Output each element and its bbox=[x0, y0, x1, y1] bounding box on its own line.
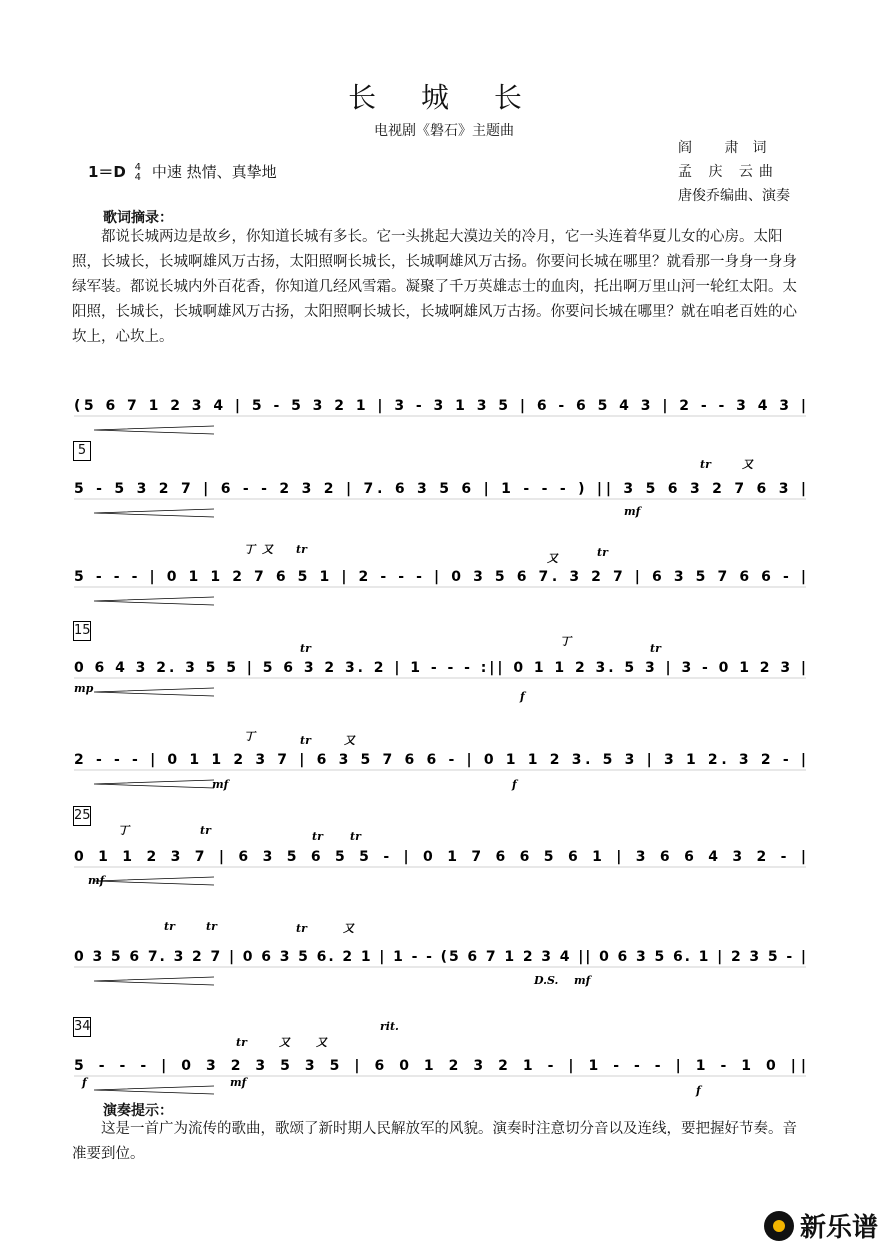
mark-mp-8: mp bbox=[74, 682, 94, 695]
mark-you-1: 又 bbox=[742, 458, 753, 471]
mark-f-10: f bbox=[520, 690, 525, 703]
watermark-logo bbox=[764, 1207, 878, 1244]
mark-mf-33: mf bbox=[230, 1076, 247, 1089]
score-system-7: 0 3 5 6 7. 3 2 7 | 0 6 3 5 6. 2 1 | 1 - - (5 6 7 1 2 3 4 || 0 6 3 5 6. 1 | 2 3 5 - | bbox=[74, 949, 806, 965]
score-system-6: 0 1 1 2 3 7 | 6 3 5 6 5 5 - | 0 1 7 6 6 5 6 1 | 3 6 6 4 3 2 - | bbox=[74, 849, 806, 865]
tips-heading: 演奏提示： bbox=[103, 1103, 173, 1119]
score-system-8: 5 - - - | 0 3 2 3 5 3 5 | 6 0 1 2 3 2 1 - | 1 - - - | 1 - 1 0 || bbox=[74, 1058, 806, 1074]
tempo: 中速 热情、真挚地 bbox=[151, 163, 277, 181]
bar-number-5: 5 bbox=[73, 441, 91, 461]
bar-number-34: 34 bbox=[73, 1017, 91, 1037]
key: 1＝D bbox=[88, 163, 126, 181]
mark-you-6: 又 bbox=[547, 552, 558, 565]
mark-tr-0: tr bbox=[700, 458, 711, 471]
mark-tr-7: tr bbox=[597, 546, 608, 559]
hairpin-1 bbox=[94, 426, 214, 434]
mark-tr-25: tr bbox=[296, 922, 307, 935]
mark-mf-28: mf bbox=[574, 974, 591, 987]
mark-you-31: 又 bbox=[279, 1036, 290, 1049]
page-title: 长 城 长 bbox=[348, 81, 540, 114]
score-system-5: 2 - - - | 0 1 1 2 3 7 | 6 3 5 7 6 6 - | 0 1 1 2 3. 5 3 | 3 1 2. 3 2 - | bbox=[74, 752, 806, 768]
mark-tr-30: tr bbox=[236, 1036, 247, 1049]
mark-ds-27: D.S. bbox=[534, 974, 559, 987]
lyrics-body: 都说长城两边是故乡，你知道长城有多长。它一头挑起大漠边关的冷月，它一头连着华夏儿女的心房。太阳照，长城长，长城啊雄风万古扬，太阳照啊长城长，长城啊雄风万古扬。你要问长城在哪里？就看那一身身一身身绿军装。都说长城内外百花香，你知道几经风雪霜。凝聚了千万英雄志士的血肉，托出啊万里山河一轮红太阳。太阳照，长城长，长城啊雄风万古扬，太阳照啊长城长，长城啊雄风万古扬。你要问长城在哪里？就在咱老百姓的心坎上，心坎上。 bbox=[72, 229, 797, 345]
mark-tr-5: tr bbox=[296, 543, 307, 556]
mark-tr-9: tr bbox=[300, 642, 311, 655]
mark-you-26: 又 bbox=[343, 922, 354, 935]
mark-ding-18: 丁 bbox=[118, 824, 129, 837]
tips-body: 这是一首广为流传的歌曲，歌颂了新时期人民解放军的风貌。演奏时注意切分音以及连线，要把握好节奏。音准要到位。 bbox=[72, 1121, 797, 1162]
logo-text: 新乐谱 bbox=[799, 1213, 878, 1243]
mark-f-35: f bbox=[696, 1084, 701, 1097]
mark-you-15: 又 bbox=[344, 734, 355, 747]
page-subtitle: 电视剧《磐石》主题曲 bbox=[374, 123, 514, 139]
mark-mf-2: mf bbox=[624, 505, 641, 518]
mark-tr-21: tr bbox=[312, 830, 323, 843]
mark-tr-14: tr bbox=[300, 734, 311, 747]
mark-f-17: f bbox=[512, 778, 517, 791]
mark-you-32: 又 bbox=[316, 1036, 327, 1049]
time-den: 4 bbox=[134, 171, 142, 183]
lyrics-heading: 歌词摘录： bbox=[103, 210, 173, 226]
mark-tr-22: tr bbox=[350, 830, 361, 843]
hairpin-8 bbox=[94, 1086, 214, 1094]
bar-number-15: 15 bbox=[73, 621, 91, 641]
mark-ding-11: 丁 bbox=[560, 635, 571, 648]
lyricist: 阎 肃词 bbox=[678, 140, 781, 156]
score-system-2: 5 - 5 3 2 7 | 6 - - 2 3 2 | 7. 6 3 5 6 | 1 - - - ) || 3 5 6 3 2 7 6 3 | bbox=[74, 481, 806, 497]
hairpin-4 bbox=[94, 688, 214, 696]
composer: 孟 庆 云曲 bbox=[678, 164, 779, 180]
mark-mf-16: mf bbox=[212, 778, 229, 791]
hairpin-3 bbox=[94, 597, 214, 605]
bar-number-25: 25 bbox=[73, 806, 91, 826]
hairpin-2 bbox=[94, 509, 214, 517]
mark-tr-24: tr bbox=[206, 920, 217, 933]
hairpin-6 bbox=[94, 877, 214, 885]
score-system-4: 0 6 4 3 2. 3 5 5 | 5 6 3 2 3. 2 | 1 - - - :|| 0 1 1 2 3. 5 3 | 3 - 0 1 2 3 | bbox=[74, 660, 807, 676]
mark-rit-29: rit. bbox=[380, 1020, 399, 1033]
score-system-3: 5 - - - | 0 1 1 2 7 6 5 1 | 2 - - - | 0 3 5 6 7. 3 2 7 | 6 3 5 7 6 6 - | bbox=[74, 569, 807, 585]
mark-you-4: 又 bbox=[262, 543, 273, 556]
mark-mf-20: mf bbox=[88, 874, 105, 887]
hairpin-5 bbox=[94, 780, 214, 788]
hairpin-7 bbox=[94, 977, 214, 985]
time-num: 4 bbox=[134, 161, 142, 173]
arranger: 唐俊乔编曲、演奏 bbox=[678, 188, 790, 204]
mark-tr-19: tr bbox=[200, 824, 211, 837]
score-system-1: (5 6 7 1 2 3 4 | 5 - 5 3 2 1 | 3 - 3 1 3 5 | 6 - 6 5 4 3 | 2 - - 3 4 3 | bbox=[74, 398, 807, 414]
mark-tr-12: tr bbox=[650, 642, 661, 655]
mark-ding-13: 丁 bbox=[244, 730, 255, 743]
mark-ding-3: 丁 bbox=[244, 543, 255, 556]
logo-icon bbox=[764, 1211, 794, 1241]
mark-f-34: f bbox=[82, 1076, 87, 1089]
mark-tr-23: tr bbox=[164, 920, 175, 933]
